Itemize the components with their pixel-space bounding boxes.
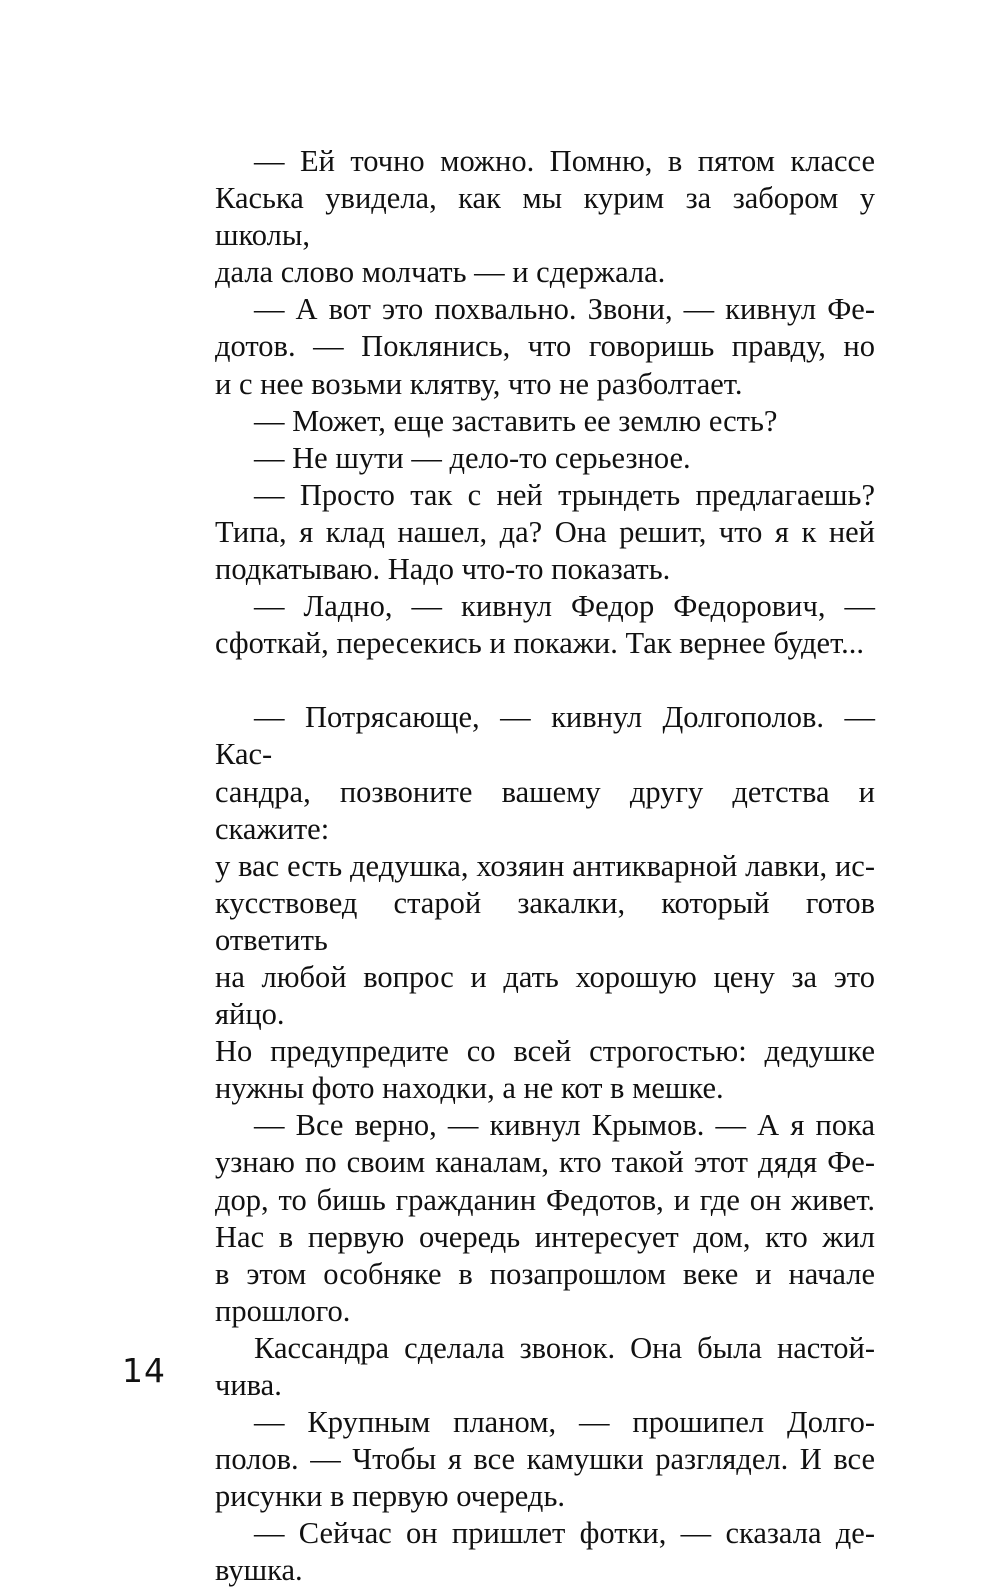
text-line: нужны фото находки, а не кот в мешке. — [215, 1071, 724, 1106]
text-line: Типа, я клад нашел, да? Она решит, что я к ней — [215, 514, 875, 549]
text-line: — Просто так с ней трындеть предлагаешь? — [254, 477, 875, 512]
text-line: дала слово молчать — и сдержала. — [215, 255, 666, 290]
text-line: — Потрясающе, — кивнул Долгополов. — Кас- — [215, 700, 875, 772]
text-line: — Крупным планом, — прошипел Долго- — [254, 1405, 875, 1440]
text-line: рисунки в первую очередь. — [215, 1479, 565, 1514]
text-line: на любой вопрос и дать хорошую цену за это яйцо. — [215, 959, 875, 1032]
scene-break — [215, 662, 875, 699]
text-line: подкатываю. Надо что-то показать. — [215, 552, 671, 587]
text-line: — Ей точно можно. Помню, в пятом классе — [254, 144, 875, 178]
text-line: — Все верно, — кивнул Крымов. — А я пока — [254, 1108, 875, 1143]
text-line: Нас в первую очередь интересует дом, кто жил — [215, 1219, 875, 1254]
page-number: 14 — [122, 1351, 166, 1390]
paragraph — [215, 1330, 875, 1404]
text-line: дотов. — Поклянись, что говоришь правду, но — [215, 329, 875, 364]
text-line: — Не шути — дело-то серьезное. — [254, 440, 691, 475]
text-line: — Сейчас он пришлет фотки, — сказала де- — [254, 1516, 875, 1551]
text-line: полов. — Чтобы я все камушки разглядел. И все — [215, 1442, 875, 1477]
paragraph — [215, 588, 875, 662]
text-line: у вас есть дедушка, хозяин антикварной лавки, ис- — [215, 848, 875, 883]
paragraph — [215, 1515, 875, 1589]
text-line: сандра, позвоните вашему другу детства и скажите: — [215, 774, 875, 846]
paragraph — [215, 1107, 875, 1330]
text-line: — А вот это похвально. Звони, — кивнул Фе- — [254, 292, 875, 327]
paragraph — [215, 699, 875, 1107]
section-after-break — [215, 699, 875, 1589]
section-before-break — [215, 143, 875, 662]
text-line: Но предупредите со всей строгостью: дедушке — [215, 1034, 875, 1069]
text-line: Каська увидела, как мы курим за забором у школы, — [215, 181, 875, 253]
text-line: Кассандра сделала звонок. Она была настой- — [254, 1330, 875, 1365]
paragraph — [215, 440, 875, 477]
paragraph — [215, 477, 875, 588]
text-line: кусствовед старой закалки, который готов ответить — [215, 885, 875, 957]
text-line: дор, то бишь гражданин Федотов, и где он живет. — [215, 1182, 875, 1217]
paragraph — [215, 291, 875, 402]
text-line: прошлого. — [215, 1293, 351, 1328]
text-line: в этом особняке в позапрошлом веке и начале — [215, 1256, 875, 1291]
paragraph — [215, 403, 875, 440]
text-line: и с нее возьми клятву, что не разболтает. — [215, 366, 743, 401]
text-line: вушка. — [215, 1553, 303, 1588]
text-line: сфоткай, пересекись и покажи. Так вернее будет... — [215, 626, 864, 661]
text-line: — Ладно, — кивнул Федор Федорович, — — [254, 589, 875, 624]
text-line: чива. — [215, 1368, 282, 1402]
paragraph — [215, 1404, 875, 1515]
text-line: узнаю по своим каналам, кто такой этот дядя Фе- — [215, 1145, 875, 1180]
text-line: — Может, еще заставить ее землю есть? — [254, 403, 778, 438]
paragraph — [215, 143, 875, 291]
body-text — [215, 143, 875, 1590]
